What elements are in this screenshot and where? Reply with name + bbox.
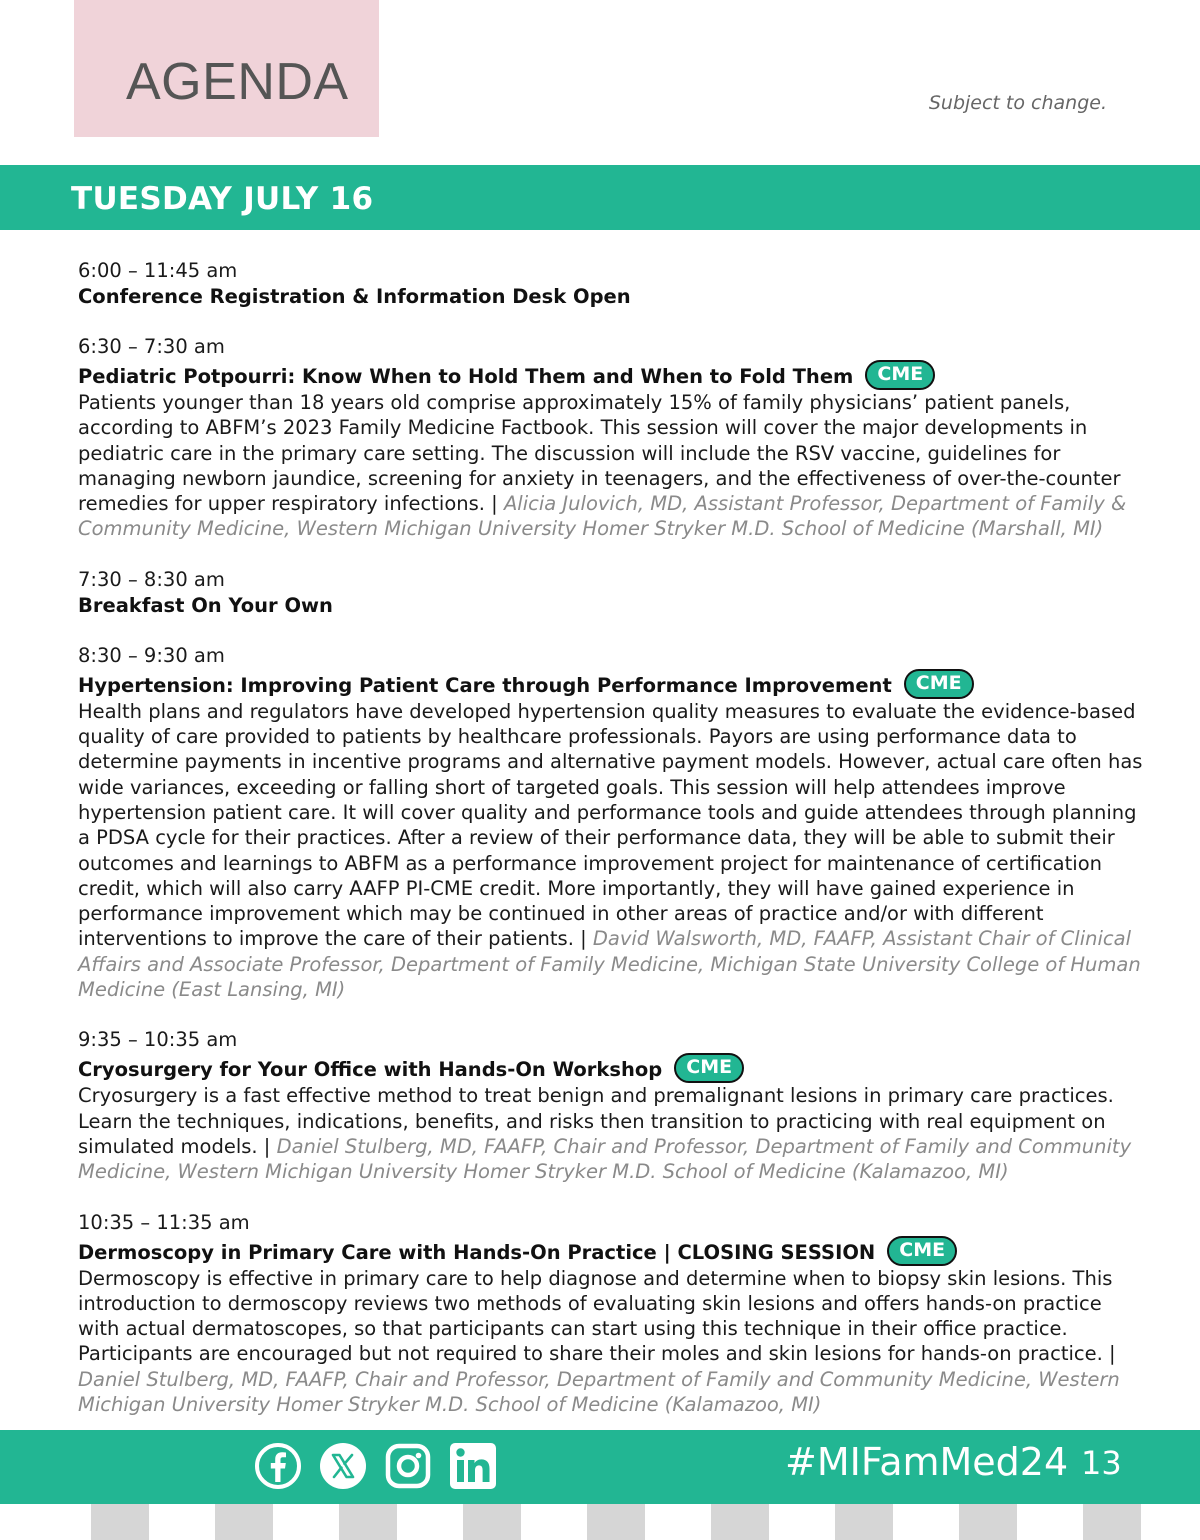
- session-description: Dermoscopy is effective in primary care to help diagnose and determine when to biopsy skin lesions. This introduction to dermoscopy reviews two methods of evaluating skin lesions and offers hands-on practice with actual dermatoscopes, so that participants can start using this technique in their office practice. Participants are encouraged but not required to share their moles and skin lesions for hands-on practice. | Daniel Stulberg, MD, FAAFP, Chair and Professor, Department of Family and Community Medicine, Western Michigan University Homer Stryker M.D. School of Medicine (Kalamazoo, MI): [78, 1266, 1120, 1417]
- cme-badge: CME: [904, 669, 974, 699]
- stripe: [463, 1504, 521, 1540]
- linkedin-icon[interactable]: [449, 1442, 497, 1490]
- session-title: Dermoscopy in Primary Care with Hands-On Practice | CLOSING SESSION CME: [78, 1236, 1148, 1266]
- session-speaker: Daniel Stulberg, MD, FAAFP, Chair and Professor, Department of Family and Community Medicine, Western Michigan University Homer Stryker M.D. School of Medicine (Kalamazoo, MI): [78, 1134, 1132, 1184]
- event-hashtag: #MIFamMed24: [785, 1440, 1069, 1484]
- session-description: Patients younger than 18 years old comprise approximately 15% of family physicians’ patient panels, according to ABFM’s 2023 Family Medicine Factbook. This session will cover the major developments in pediatric care in the primary care setting. The discussion will include the RSV vaccine, guidelines for managing newborn jaundice, screening for anxiety in teenagers, and the effectiveness of over-the-counter remedies for upper respiratory infections. | Alicia Julovich, MD, Assistant Professor, Department of Family & Community Medicine, Western Michigan University Homer Stryker M.D. School of Medicine (Marshall, MI): [78, 391, 1127, 541]
- session-time: 6:00 – 11:45 am: [78, 259, 238, 282]
- session-title: Breakfast On Your Own: [78, 593, 333, 617]
- session-item: [78, 643, 1148, 1003]
- session-item: [78, 334, 1148, 542]
- session-time: 9:35 – 10:35 am: [78, 1028, 238, 1052]
- stripe: [587, 1504, 645, 1540]
- page-title: AGENDA: [126, 53, 349, 111]
- session-speaker: Alicia Julovich, MD, Assistant Professor, Department of Family & Community Medicine, Western Michigan University Homer Stryker M.D. School of Medicine (Marshall, MI): [78, 492, 1127, 541]
- session-title: Pediatric Potpourri: Know When to Hold Them and When to Fold Them CME: [78, 360, 1148, 390]
- stripe: [215, 1504, 273, 1540]
- cme-badge: CME: [865, 360, 935, 390]
- stripe: [711, 1504, 769, 1540]
- social-links: [254, 1442, 497, 1490]
- session-description: Health plans and regulators have developed hypertension quality measures to evaluate the evidence-based quality of care provided to patients by healthcare professionals. Payors are using performance data to determine payments in incentive programs and alternative payment models. However, actual care often has wide variances, exceeding or falling short of targeted goals. This session will help attendees improve hypertension patient care. It will cover quality and performance tools and guide attendees through planning a PDSA cycle for their practices. After a review of their performance data, they will be able to submit their outcomes and learnings to ABFM as a performance improvement project for maintenance of certification credit, which will also carry AAFP PI-CME credit. More importantly, they will have gained experience in performance improvement which may be continued in other areas of practice and/or with different interventions to improve the care of their patients. | David Walsworth, MD, FAAFP, Assistant Chair of Clinical Affairs and Associate Professor, Department of Family Medicine, Michigan State University College of Human Medicine (East Lansing, MI): [78, 699, 1143, 1002]
- session-time: 8:30 – 9:30 am: [78, 643, 225, 667]
- day-title: TUESDAY JULY 16: [71, 181, 374, 217]
- session-title: Cryosurgery for Your Office with Hands-On Workshop CME: [78, 1053, 1148, 1083]
- session-time: 7:30 – 8:30 am: [78, 567, 225, 591]
- instagram-icon[interactable]: [384, 1442, 432, 1490]
- footer-stripes: [0, 1504, 1200, 1540]
- x-icon[interactable]: [319, 1442, 367, 1490]
- facebook-icon[interactable]: [254, 1442, 302, 1490]
- session-item: [78, 1027, 1148, 1184]
- session-description: Cryosurgery is a fast effective method to treat benign and premalignant lesions in primary care practices. Learn the techniques, indications, benefits, and risks then transition to practicing with real equipment on simulated models. | Daniel Stulberg, MD, FAAFP, Chair and Professor, Department of Family and Community Medicine, Western Michigan University Homer Stryker M.D. School of Medicine (Kalamazoo, MI): [78, 1084, 1132, 1184]
- session-list: [78, 258, 1148, 1442]
- session-title: Conference Registration & Information Desk Open: [78, 285, 631, 308]
- cme-badge: CME: [674, 1053, 744, 1083]
- session-item: [78, 1210, 1148, 1418]
- stripe: [1083, 1504, 1141, 1540]
- stripe: [91, 1504, 149, 1540]
- session-item: [78, 258, 1148, 309]
- page-number: 13: [1081, 1444, 1122, 1482]
- session-item: [78, 567, 1148, 618]
- session-speaker: David Walsworth, MD, FAAFP, Assistant Chair of Clinical Affairs and Associate Professor, Department of Family Medicine, Michigan State University College of Human Medicine (East Lansing, MI): [78, 927, 1141, 1002]
- stripe: [835, 1504, 893, 1540]
- session-speaker: Daniel Stulberg, MD, FAAFP, Chair and Professor, Department of Family and Community Medicine, Western Michigan University Homer Stryker M.D. School of Medicine (Kalamazoo, MI): [78, 1367, 1120, 1417]
- cme-badge: CME: [887, 1236, 957, 1266]
- session-time: 6:30 – 7:30 am: [78, 335, 225, 358]
- session-time: 10:35 – 11:35 am: [78, 1210, 250, 1234]
- stripe: [959, 1504, 1017, 1540]
- session-title: Hypertension: Improving Patient Care through Performance Improvement CME: [78, 669, 1148, 699]
- stripe: [339, 1504, 397, 1540]
- subject-to-change-note: Subject to change.: [928, 92, 1107, 114]
